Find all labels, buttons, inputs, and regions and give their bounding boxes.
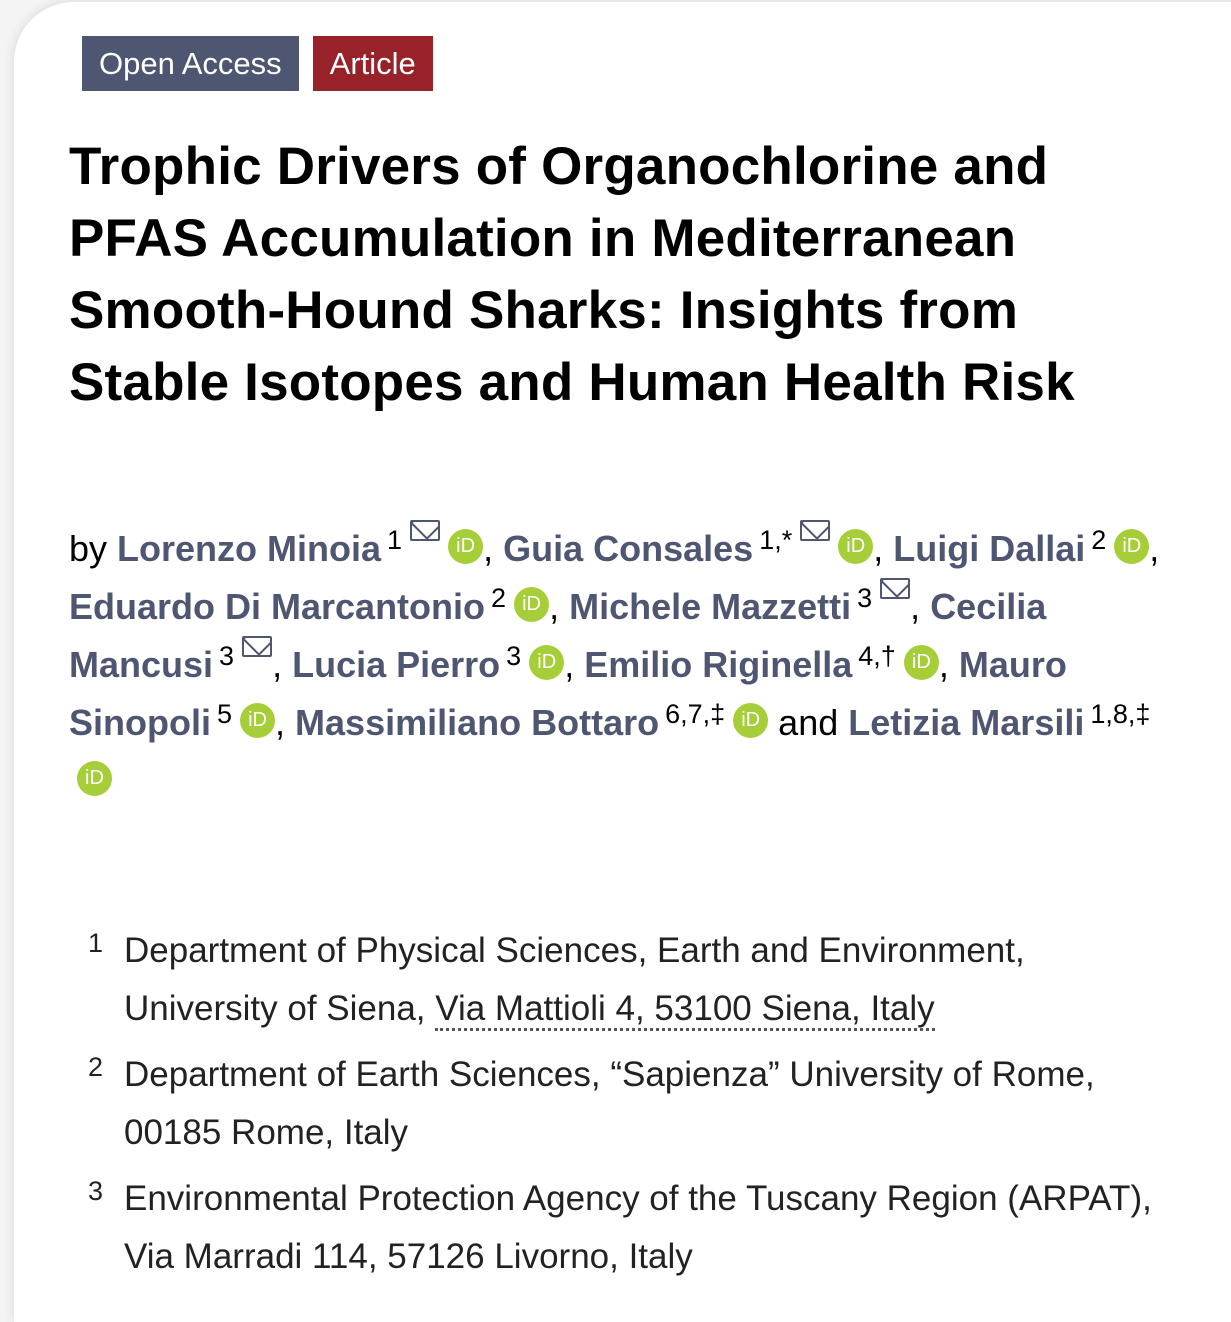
- author-name-link[interactable]: Mauro Sinopoli: [69, 644, 1067, 743]
- author-name-link[interactable]: Massimiliano Bottaro: [295, 702, 660, 743]
- author-name-link[interactable]: Michele Mazzetti: [569, 586, 852, 627]
- article-type-badge: Article: [313, 36, 433, 91]
- author: [503, 524, 873, 569]
- orcid-icon[interactable]: iD: [77, 761, 112, 796]
- author-name-link[interactable]: Guia Consales: [503, 528, 754, 569]
- author-affiliation-sup: 1,*: [759, 524, 793, 555]
- affiliation-text: [124, 922, 1168, 1038]
- affiliation-item: [88, 922, 1168, 1038]
- affiliation-item: [88, 1046, 1168, 1162]
- author-affiliation-sup: 1,8,‡: [1090, 698, 1151, 729]
- affiliation-text: [124, 1170, 1168, 1286]
- affiliation-text-main: Environmental Protection Agency of the Tuscany Region (ARPAT), Via Marradi 114, 57126 Livorno, Italy: [124, 1179, 1152, 1276]
- affiliation-number: 2: [88, 1052, 104, 1082]
- orcid-icon[interactable]: iD: [448, 529, 483, 564]
- author-name-link[interactable]: Cecilia Mancusi: [69, 586, 1047, 685]
- author-affiliation-sup: 3: [506, 640, 522, 671]
- affiliation-text: [124, 1046, 1168, 1162]
- author: [295, 698, 768, 743]
- badges: [82, 36, 433, 91]
- author: [893, 524, 1149, 569]
- envelope-icon[interactable]: [800, 520, 830, 541]
- open-access-badge[interactable]: Open Access: [82, 36, 299, 91]
- affiliation-text-main: Department of Earth Sciences, “Sapienza” University of Rome, 00185 Rome, Italy: [124, 1055, 1095, 1152]
- byline-prefix: by: [69, 528, 108, 569]
- address-link[interactable]: Via Mattioli 4, 53100 Siena, Italy: [435, 989, 934, 1031]
- affiliations-list: [88, 922, 1168, 1294]
- orcid-icon[interactable]: iD: [1114, 529, 1149, 564]
- envelope-icon[interactable]: [880, 578, 910, 599]
- author-name-link[interactable]: Letizia Marsili: [848, 702, 1085, 743]
- author: [69, 582, 549, 627]
- orcid-icon[interactable]: iD: [838, 529, 873, 564]
- author: [117, 524, 483, 569]
- affiliation-item: [88, 1170, 1168, 1286]
- author-affiliation-sup: 3: [219, 640, 235, 671]
- author-name-link[interactable]: Lorenzo Minoia: [117, 528, 382, 569]
- orcid-icon[interactable]: iD: [514, 587, 549, 622]
- author-affiliation-sup: 2: [491, 582, 507, 613]
- orcid-icon[interactable]: iD: [240, 703, 275, 738]
- article-title: Trophic Drivers of Organochlorine and PFAS Accumulation in Mediterranean Smooth-Hound Sharks: Insights from Stable Isotopes and Human Health Risk: [69, 137, 1075, 412]
- author: [292, 640, 564, 685]
- envelope-icon[interactable]: [410, 520, 440, 541]
- author-name-link[interactable]: Luigi Dallai: [893, 528, 1086, 569]
- author: [569, 582, 910, 627]
- author-name-link[interactable]: Lucia Pierro: [292, 644, 501, 685]
- orcid-icon[interactable]: iD: [733, 703, 768, 738]
- author-affiliation-sup: 2: [1091, 524, 1107, 555]
- envelope-icon[interactable]: [242, 636, 272, 657]
- author: [584, 640, 939, 685]
- author-affiliation-sup: 4,†: [858, 640, 896, 671]
- author-name-link[interactable]: Emilio Riginella: [584, 644, 853, 685]
- affiliation-number: 1: [88, 928, 104, 958]
- and-text: and: [778, 702, 839, 743]
- author-list: by Lorenzo Minoia $^1$ iD , Guia Consales $^{1,*}$ iD , Luigi Dallai $^2$ iD , Eduardo Di Marcantonio $^2$ iD , Michele Mazzetti $^3$ , Cecilia Mancusi $^3$ , Lucia Pierro $^3$ iD , Emilio Riginella $^{4,\dagger}$ iD , Mauro Sinopoli $^5$ iD , Massimiliano Bottaro $^{6,7,\ddagger}$ iD and Letizia Marsili $^{1,8,\ddagger}$iD: [69, 520, 1169, 810]
- author-affiliation-sup: 1: [387, 524, 403, 555]
- orcid-icon[interactable]: iD: [529, 645, 564, 680]
- author-name-link[interactable]: Eduardo Di Marcantonio: [69, 586, 486, 627]
- affiliation-number: 3: [88, 1176, 104, 1206]
- author-affiliation-sup: 6,7,‡: [665, 698, 726, 729]
- orcid-icon[interactable]: iD: [904, 645, 939, 680]
- author-affiliation-sup: 3: [857, 582, 873, 613]
- author-affiliation-sup: 5: [216, 698, 233, 729]
- affiliation-text-main: Department of Physical Sciences, Earth and Environment, University of Siena,: [124, 931, 1025, 1028]
